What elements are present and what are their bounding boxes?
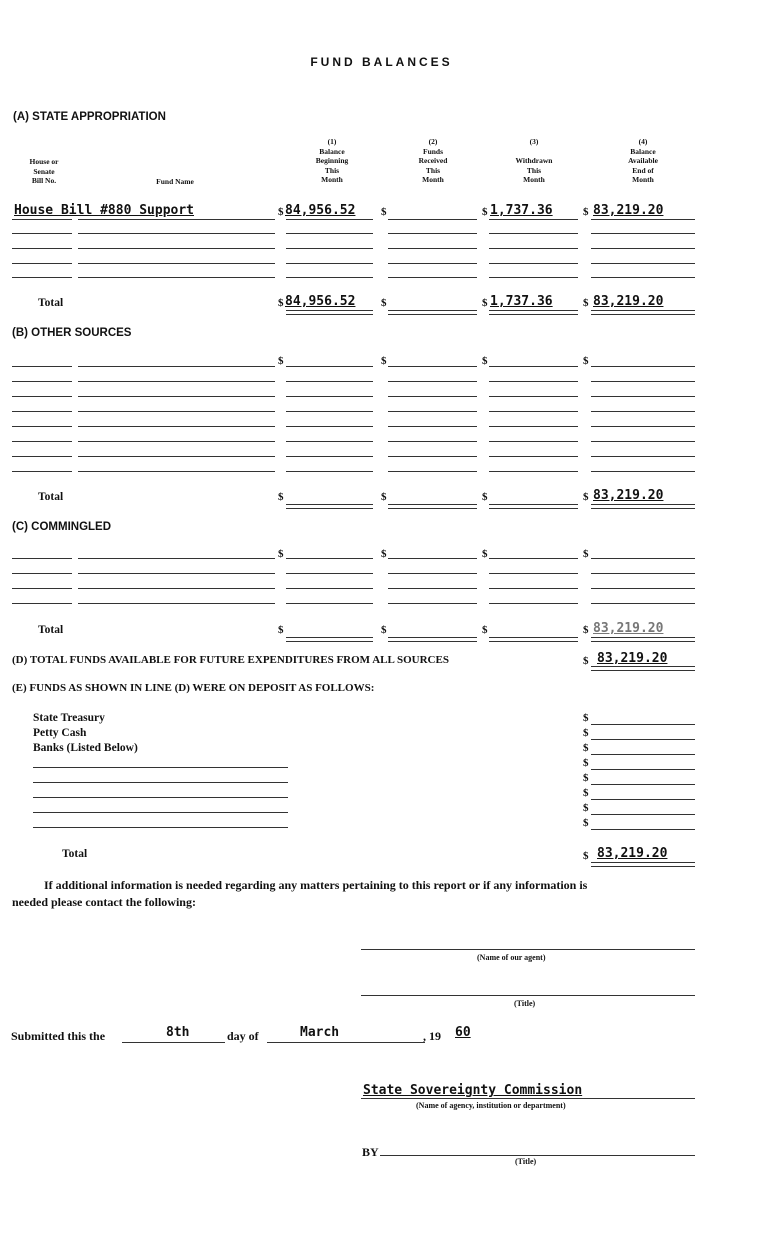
deposit-dollar: $ — [583, 727, 589, 739]
rule-line — [286, 456, 373, 457]
rule-line — [12, 603, 72, 604]
total-double-line — [489, 637, 578, 642]
agent-name-line — [361, 949, 695, 950]
rule-line — [591, 219, 695, 220]
deposit-dollar: $ — [583, 772, 589, 784]
rule-line — [12, 411, 72, 412]
header-col3: (3) Withdrawn This Month — [515, 137, 553, 184]
rule-line — [78, 366, 275, 367]
rule-line — [591, 233, 695, 234]
deposit-dollar: $ — [583, 757, 589, 769]
rule-line — [78, 277, 275, 278]
deposit-total-value: 83,219.20 — [597, 846, 668, 861]
rule-line — [78, 558, 275, 559]
rule-line — [12, 441, 72, 442]
a-total-c3-dollar: $ — [482, 297, 488, 309]
rule-line — [12, 233, 72, 234]
c-row1-c3-dollar: $ — [482, 548, 488, 560]
rule-line — [591, 603, 695, 604]
rule-line — [12, 219, 72, 220]
deposit-total-dollar: $ — [583, 850, 589, 862]
rule-line — [489, 441, 578, 442]
deposit-amount-line — [591, 754, 695, 755]
bank-line — [33, 797, 288, 798]
agency-caption: (Name of agency, institution or department) — [416, 1101, 566, 1110]
deposit-amount-line — [591, 739, 695, 740]
d-double-line — [591, 666, 695, 671]
c-row1-c1-dollar: $ — [278, 548, 284, 560]
rule-line — [388, 233, 477, 234]
c-total-c2-dollar: $ — [381, 624, 387, 636]
rule-line — [12, 263, 72, 264]
deposit-state-treasury: State Treasury — [33, 712, 105, 724]
deposit-petty-cash: Petty Cash — [33, 727, 87, 739]
c-total-label: Total — [38, 624, 64, 636]
rule-line — [489, 471, 578, 472]
deposit-dollar: $ — [583, 712, 589, 724]
b-total-c4-dollar: $ — [583, 491, 589, 503]
a-row1-c4-dollar: $ — [583, 206, 589, 218]
rule-line — [388, 248, 477, 249]
a-row1-c4: 83,219.20 — [593, 203, 664, 218]
bank-line — [33, 767, 288, 768]
section-c-heading: (C) COMMINGLED — [12, 521, 112, 533]
submitted-year-prefix: , 19 — [423, 1029, 441, 1043]
rule-line — [286, 381, 373, 382]
rule-line — [388, 381, 477, 382]
rule-line — [591, 263, 695, 264]
d-dollar: $ — [583, 655, 589, 667]
rule-line — [388, 456, 477, 457]
a-total-c2-dollar: $ — [381, 297, 387, 309]
a-row1-c1: 84,956.52 — [285, 203, 356, 218]
total-double-line — [591, 310, 695, 315]
rule-line — [78, 411, 275, 412]
rule-line — [591, 248, 695, 249]
rule-line — [489, 558, 578, 559]
rule-line — [489, 396, 578, 397]
rule-line — [286, 366, 373, 367]
agency-name: State Sovereignty Commission — [363, 1083, 583, 1098]
rule-line — [388, 573, 477, 574]
rule-line — [286, 603, 373, 604]
b-row1-c3-dollar: $ — [482, 355, 488, 367]
rule-line — [286, 558, 373, 559]
rule-line — [388, 441, 477, 442]
deposit-amount-line — [591, 829, 695, 830]
rule-line — [489, 426, 578, 427]
rule-line — [388, 426, 477, 427]
rule-line — [78, 588, 275, 589]
by-title-caption: (Title) — [515, 1157, 537, 1166]
rule-line — [591, 411, 695, 412]
c-total-c4: 83,219.20 — [593, 621, 664, 636]
deposit-amount-line — [591, 799, 695, 800]
total-double-line — [286, 310, 373, 315]
page-title: FUND BALANCES — [310, 55, 453, 69]
rule-line — [78, 219, 275, 220]
deposit-amount-line — [591, 784, 695, 785]
rule-line — [78, 456, 275, 457]
rule-line — [489, 588, 578, 589]
d-value: 83,219.20 — [597, 651, 668, 666]
rule-line — [591, 558, 695, 559]
submitted-day: 8th — [166, 1025, 190, 1040]
rule-line — [489, 366, 578, 367]
by-signature-line — [380, 1155, 695, 1156]
rule-line — [388, 603, 477, 604]
rule-line — [388, 396, 477, 397]
rule-line — [591, 381, 695, 382]
rule-line — [12, 558, 72, 559]
total-double-line — [388, 637, 477, 642]
rule-line — [489, 263, 578, 264]
rule-line — [12, 588, 72, 589]
deposit-amount-line — [591, 769, 695, 770]
a-total-c4-dollar: $ — [583, 297, 589, 309]
submitted-prefix: Submitted this the — [11, 1029, 106, 1043]
rule-line — [286, 277, 373, 278]
rule-line — [388, 588, 477, 589]
rule-line — [489, 248, 578, 249]
rule-line — [388, 219, 477, 220]
rule-line — [78, 471, 275, 472]
rule-line — [12, 396, 72, 397]
rule-line — [12, 381, 72, 382]
deposit-dollar: $ — [583, 817, 589, 829]
rule-line — [12, 456, 72, 457]
deposit-dollar: $ — [583, 802, 589, 814]
rule-line — [286, 471, 373, 472]
section-a-heading: (A) STATE APPROPRIATION — [13, 111, 166, 123]
rule-line — [286, 248, 373, 249]
rule-line — [286, 426, 373, 427]
by-label: BY — [362, 1145, 379, 1159]
rule-line — [78, 426, 275, 427]
section-d-heading: (D) TOTAL FUNDS AVAILABLE FOR FUTURE EXPENDITURES FROM ALL SOURCES — [12, 654, 449, 666]
a-row1-c1-dollar: $ — [278, 206, 284, 218]
rule-line — [286, 588, 373, 589]
a-row1-fund: House Bill #880 Support — [14, 203, 195, 218]
a-total-c4: 83,219.20 — [593, 294, 664, 309]
deposit-dollar: $ — [583, 742, 589, 754]
info-text-line1: If additional information is needed regarding any matters pertaining to this report or if any information is — [44, 878, 588, 892]
deposit-banks: Banks (Listed Below) — [33, 742, 138, 754]
total-double-line — [388, 310, 477, 315]
rule-line — [286, 263, 373, 264]
rule-line — [12, 573, 72, 574]
bank-line — [33, 827, 288, 828]
rule-line — [78, 381, 275, 382]
deposit-dollar: $ — [583, 787, 589, 799]
rule-line — [286, 219, 373, 220]
rule-line — [489, 573, 578, 574]
submitted-month-line — [267, 1042, 425, 1043]
rule-line — [78, 573, 275, 574]
b-total-label: Total — [38, 491, 64, 503]
rule-line — [489, 411, 578, 412]
b-row1-c1-dollar: $ — [278, 355, 284, 367]
rule-line — [591, 426, 695, 427]
a-row1-c2-dollar: $ — [381, 206, 387, 218]
a-total-label: Total — [38, 297, 64, 309]
a-total-c1-dollar: $ — [278, 297, 284, 309]
rule-line — [489, 233, 578, 234]
rule-line — [12, 426, 72, 427]
rule-line — [591, 366, 695, 367]
rule-line — [591, 588, 695, 589]
header-fund-name: Fund Name — [156, 177, 194, 186]
submitted-day-line — [122, 1042, 225, 1043]
rule-line — [286, 233, 373, 234]
total-double-line — [591, 637, 695, 642]
total-double-line — [388, 504, 477, 509]
total-double-line — [489, 504, 578, 509]
a-row1-c3-dollar: $ — [482, 206, 488, 218]
info-text-line2: needed please contact the following: — [12, 895, 196, 909]
c-total-c1-dollar: $ — [278, 624, 284, 636]
rule-line — [489, 219, 578, 220]
c-row1-c2-dollar: $ — [381, 548, 387, 560]
b-total-c2-dollar: $ — [381, 491, 387, 503]
deposit-amount-line — [591, 724, 695, 725]
rule-line — [78, 233, 275, 234]
rule-line — [489, 456, 578, 457]
rule-line — [489, 381, 578, 382]
a-total-c3: 1,737.36 — [490, 294, 553, 309]
total-double-line — [286, 504, 373, 509]
rule-line — [388, 411, 477, 412]
rule-line — [591, 573, 695, 574]
c-total-c3-dollar: $ — [482, 624, 488, 636]
rule-line — [591, 456, 695, 457]
rule-line — [388, 558, 477, 559]
deposit-total-label: Total — [62, 848, 88, 860]
rule-line — [388, 366, 477, 367]
rule-line — [12, 277, 72, 278]
b-total-c1-dollar: $ — [278, 491, 284, 503]
section-b-heading: (B) OTHER SOURCES — [12, 327, 132, 339]
total-double-line — [489, 310, 578, 315]
a-total-c1: 84,956.52 — [285, 294, 356, 309]
rule-line — [78, 441, 275, 442]
submitted-month: March — [300, 1025, 340, 1040]
submitted-day-of: day of — [227, 1029, 259, 1043]
deposit-total-double-line — [591, 862, 695, 867]
bank-line — [33, 812, 288, 813]
rule-line — [489, 603, 578, 604]
header-col4: (4) Balance Available End of Month — [628, 137, 658, 184]
rule-line — [591, 396, 695, 397]
total-double-line — [591, 504, 695, 509]
rule-line — [12, 248, 72, 249]
deposit-amount-line — [591, 814, 695, 815]
rule-line — [78, 248, 275, 249]
rule-line — [591, 441, 695, 442]
rule-line — [12, 366, 72, 367]
c-row1-c4-dollar: $ — [583, 548, 589, 560]
rule-line — [286, 573, 373, 574]
agent-title-line — [361, 995, 695, 996]
header-col2: (2) Funds Received This Month — [418, 137, 448, 184]
rule-line — [78, 263, 275, 264]
rule-line — [12, 471, 72, 472]
c-total-c4-dollar: $ — [583, 624, 589, 636]
total-double-line — [286, 637, 373, 642]
b-row1-c4-dollar: $ — [583, 355, 589, 367]
bank-line — [33, 782, 288, 783]
rule-line — [286, 396, 373, 397]
rule-line — [78, 396, 275, 397]
rule-line — [78, 603, 275, 604]
agent-title-caption: (Title) — [514, 999, 536, 1008]
rule-line — [388, 471, 477, 472]
a-row1-c3: 1,737.36 — [490, 203, 553, 218]
rule-line — [388, 263, 477, 264]
section-e-heading: (E) FUNDS AS SHOWN IN LINE (D) WERE ON DEPOSIT AS FOLLOWS: — [12, 682, 375, 694]
b-total-c4: 83,219.20 — [593, 488, 664, 503]
rule-line — [388, 277, 477, 278]
submitted-year: 60 — [455, 1025, 471, 1040]
rule-line — [286, 411, 373, 412]
rule-line — [591, 471, 695, 472]
rule-line — [489, 277, 578, 278]
header-col1: (1) Balance Beginning This Month — [315, 137, 349, 184]
header-house-senate: House or Senate Bill No. — [29, 157, 59, 185]
agent-name-caption: (Name of our agent) — [477, 953, 546, 962]
rule-line — [591, 277, 695, 278]
b-row1-c2-dollar: $ — [381, 355, 387, 367]
rule-line — [286, 441, 373, 442]
agency-name-line — [361, 1098, 695, 1099]
b-total-c3-dollar: $ — [482, 491, 488, 503]
